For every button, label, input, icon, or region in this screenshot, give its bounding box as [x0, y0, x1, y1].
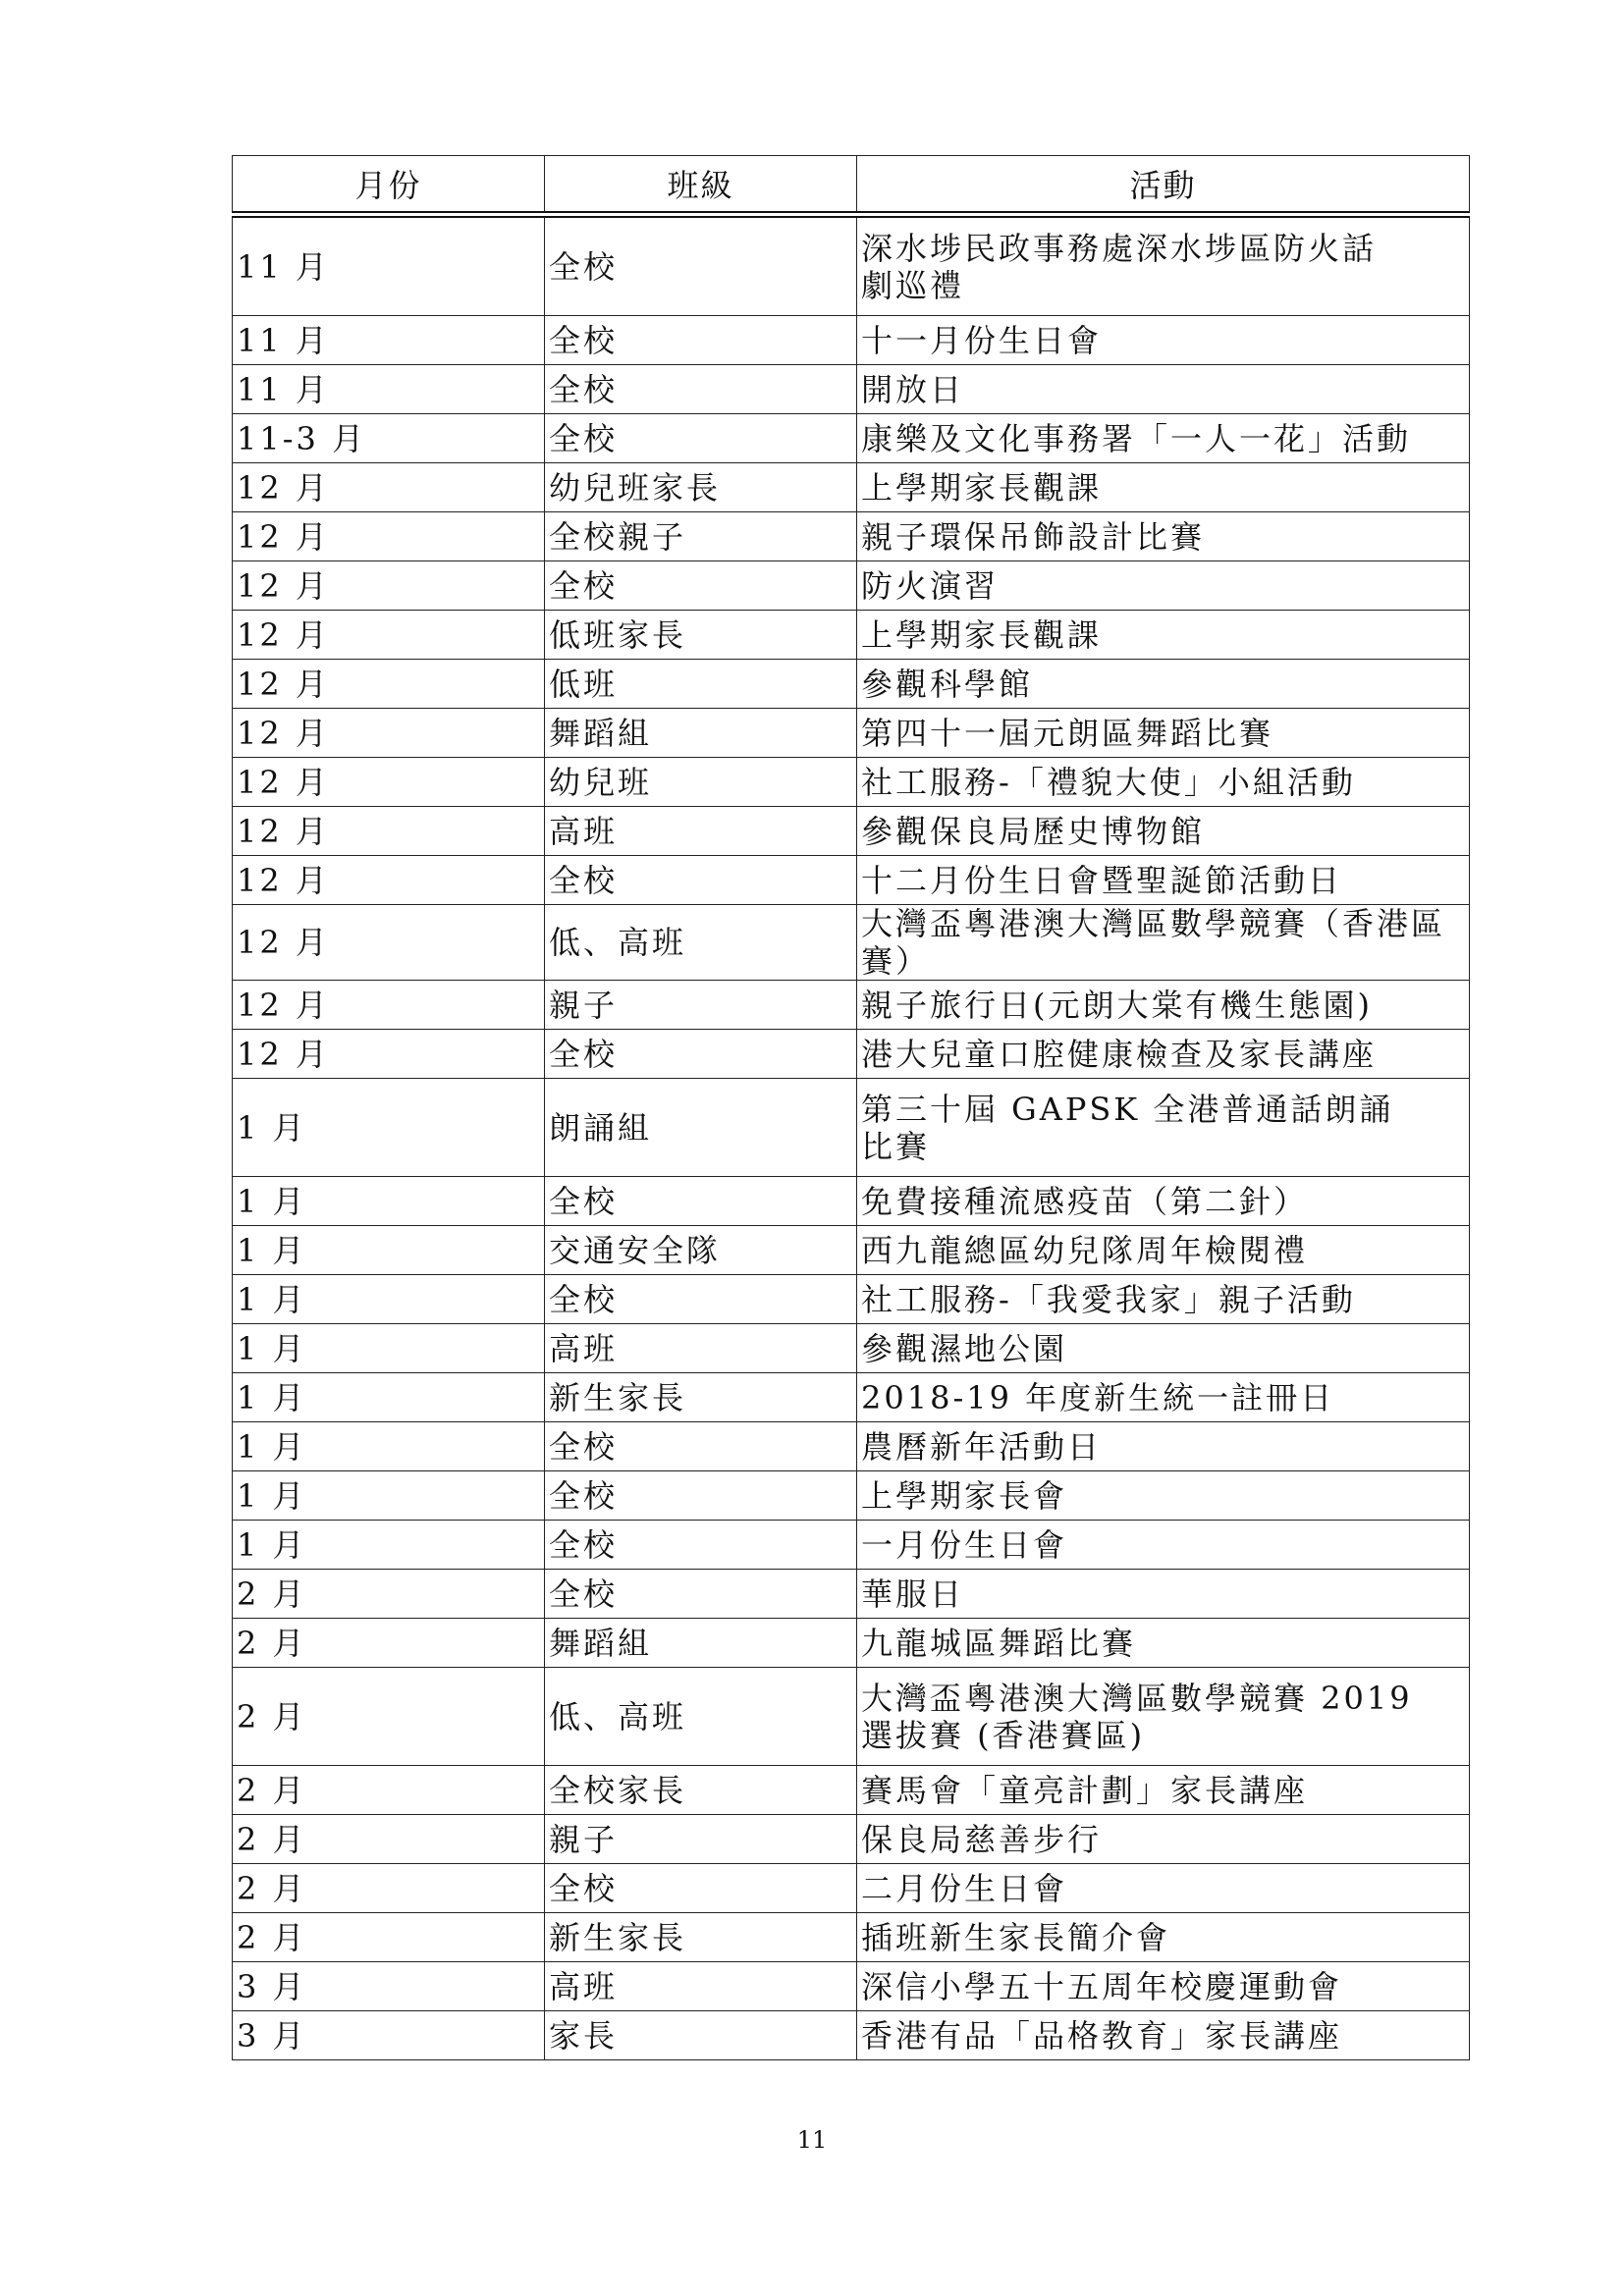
cell-activity [857, 1275, 1470, 1324]
table-row [233, 561, 1470, 611]
table-row [233, 1226, 1470, 1275]
table-row [233, 1422, 1470, 1471]
header-class: 班級 [545, 156, 857, 215]
table-row [233, 1324, 1470, 1373]
cell-month: 11 月 [233, 365, 545, 414]
table-row [233, 1570, 1470, 1619]
cell-activity [857, 758, 1470, 807]
activity-line: 社工服務-「我愛我家」親子活動 [861, 1280, 1356, 1318]
cell-class: 家長 [545, 2011, 857, 2060]
cell-month: 1 月 [233, 1275, 545, 1324]
activity-line: 十二月份生日會暨聖誕節活動日 [861, 861, 1343, 899]
cell-class: 全校 [545, 215, 857, 316]
page-number: 11 [796, 2126, 828, 2154]
cell-class: 交通安全隊 [545, 1226, 857, 1275]
table-row [233, 660, 1470, 709]
cell-class: 全校 [545, 1570, 857, 1619]
cell-month: 1 月 [233, 1324, 545, 1373]
cell-activity [857, 709, 1470, 758]
activity-line: 選拔賽 (香港賽區) [861, 1716, 1146, 1754]
activity-schedule-table [232, 155, 1470, 2060]
cell-activity [857, 1570, 1470, 1619]
cell-activity [857, 1226, 1470, 1275]
cell-class: 全校 [545, 1471, 857, 1521]
table-row [233, 1766, 1470, 1815]
activity-line: 九龍城區舞蹈比賽 [861, 1624, 1137, 1662]
activity-line: 大灣盃粵港澳大灣區數學競賽（香港區賽） [861, 905, 1446, 980]
cell-activity [857, 2011, 1470, 2060]
activity-line: 防火演習 [861, 566, 1000, 605]
table-row [233, 2011, 1470, 2060]
activity-line: 社工服務-「禮貌大使」小組活動 [861, 763, 1356, 801]
activity-line: 上學期家長觀課 [861, 615, 1103, 654]
cell-class: 低班 [545, 660, 857, 709]
activity-line: 開放日 [861, 370, 965, 408]
cell-class: 低班家長 [545, 611, 857, 660]
cell-month: 12 月 [233, 905, 545, 981]
table-row [233, 463, 1470, 512]
cell-month: 12 月 [233, 807, 545, 856]
cell-class: 高班 [545, 1324, 857, 1373]
cell-class: 全校 [545, 1521, 857, 1570]
cell-class: 全校 [545, 1275, 857, 1324]
table-row [233, 1913, 1470, 1962]
activity-line: 二月份生日會 [861, 1869, 1068, 1907]
cell-class: 舞蹈組 [545, 709, 857, 758]
cell-activity [857, 1422, 1470, 1471]
table-row [233, 758, 1470, 807]
cell-activity [857, 1030, 1470, 1079]
activity-line: 深水埗民政事務處深水埗區防火話 [861, 229, 1378, 267]
cell-activity [857, 981, 1470, 1030]
cell-activity [857, 365, 1470, 414]
cell-month: 12 月 [233, 561, 545, 611]
cell-activity [857, 561, 1470, 611]
table-row [233, 807, 1470, 856]
activity-line: 參觀科學館 [861, 665, 1034, 703]
cell-activity [857, 463, 1470, 512]
cell-class: 新生家長 [545, 1373, 857, 1422]
cell-month: 1 月 [233, 1226, 545, 1275]
activity-line: 香港有品「品格教育」家長講座 [861, 2016, 1343, 2055]
cell-class: 低、高班 [545, 1668, 857, 1766]
activity-line: 一月份生日會 [861, 1525, 1068, 1564]
activity-line: 賽馬會「童亮計劃」家長講座 [861, 1771, 1309, 1809]
cell-month: 12 月 [233, 981, 545, 1030]
activity-line: 第三十屆 GAPSK 全港普通話朗誦 [861, 1090, 1394, 1128]
cell-activity [857, 1324, 1470, 1373]
table-row [233, 1521, 1470, 1570]
activity-line: 參觀濕地公園 [861, 1329, 1068, 1367]
table-row [233, 981, 1470, 1030]
cell-class: 全校 [545, 1030, 857, 1079]
activity-line: 康樂及文化事務署「一人一花」活動 [861, 419, 1412, 457]
activity-line: 西九龍總區幼兒隊周年檢閱禮 [861, 1231, 1309, 1269]
activity-line: 深信小學五十五周年校慶運動會 [861, 1967, 1343, 2005]
table-row [233, 1079, 1470, 1177]
cell-activity [857, 1521, 1470, 1570]
cell-class: 全校 [545, 856, 857, 905]
cell-month: 11 月 [233, 316, 545, 365]
table-header-row [233, 156, 1470, 215]
activity-line: 劇巡禮 [861, 266, 965, 304]
cell-month: 2 月 [233, 1570, 545, 1619]
cell-month: 2 月 [233, 1815, 545, 1864]
cell-activity [857, 611, 1470, 660]
activity-line: 2018-19 年度新生統一註冊日 [861, 1378, 1335, 1416]
activity-line: 插班新生家長簡介會 [861, 1918, 1171, 1956]
cell-month: 3 月 [233, 2011, 545, 2060]
table-row [233, 611, 1470, 660]
table-row [233, 215, 1470, 316]
cell-activity [857, 1471, 1470, 1521]
cell-month: 12 月 [233, 1030, 545, 1079]
cell-month: 12 月 [233, 709, 545, 758]
cell-class: 全校 [545, 561, 857, 611]
activity-line: 港大兒童口腔健康檢查及家長講座 [861, 1035, 1378, 1073]
cell-class: 親子 [545, 981, 857, 1030]
cell-month: 1 月 [233, 1422, 545, 1471]
cell-activity [857, 316, 1470, 365]
cell-class: 低、高班 [545, 905, 857, 981]
cell-activity [857, 1766, 1470, 1815]
cell-month: 11 月 [233, 215, 545, 316]
table-row [233, 1668, 1470, 1766]
cell-month: 12 月 [233, 463, 545, 512]
table-row [233, 1815, 1470, 1864]
cell-month: 2 月 [233, 1619, 545, 1668]
activity-line: 第四十一屆元朗區舞蹈比賽 [861, 714, 1274, 752]
cell-activity [857, 414, 1470, 463]
cell-class: 朗誦組 [545, 1079, 857, 1177]
cell-activity [857, 660, 1470, 709]
cell-month: 1 月 [233, 1373, 545, 1422]
cell-month: 3 月 [233, 1962, 545, 2011]
activity-line: 華服日 [861, 1575, 965, 1613]
cell-activity [857, 807, 1470, 856]
activity-line: 比賽 [861, 1127, 931, 1165]
cell-class: 高班 [545, 1962, 857, 2011]
table-row [233, 1030, 1470, 1079]
cell-month: 12 月 [233, 660, 545, 709]
activity-line: 親子環保吊飾設計比賽 [861, 517, 1206, 556]
table-row [233, 1962, 1470, 2011]
activity-line: 上學期家長會 [861, 1476, 1068, 1515]
cell-activity [857, 1668, 1470, 1766]
cell-month: 12 月 [233, 856, 545, 905]
table-row [233, 709, 1470, 758]
activity-line: 保良局慈善步行 [861, 1820, 1103, 1858]
activity-line: 上學期家長觀課 [861, 468, 1103, 507]
cell-activity [857, 856, 1470, 905]
cell-activity [857, 1864, 1470, 1913]
cell-month: 2 月 [233, 1668, 545, 1766]
cell-activity [857, 905, 1470, 981]
cell-month: 1 月 [233, 1079, 545, 1177]
table-row [233, 316, 1470, 365]
table-row [233, 1373, 1470, 1422]
cell-month: 12 月 [233, 758, 545, 807]
activity-line: 農曆新年活動日 [861, 1427, 1103, 1466]
cell-class: 全校 [545, 1177, 857, 1226]
cell-class: 全校 [545, 414, 857, 463]
cell-month: 1 月 [233, 1177, 545, 1226]
cell-class: 新生家長 [545, 1913, 857, 1962]
cell-class: 高班 [545, 807, 857, 856]
cell-class: 全校 [545, 316, 857, 365]
table-row [233, 905, 1470, 981]
cell-activity [857, 1962, 1470, 2011]
cell-activity [857, 1619, 1470, 1668]
header-activity: 活動 [857, 156, 1470, 215]
cell-activity [857, 1079, 1470, 1177]
cell-class: 全校親子 [545, 512, 857, 561]
table-row [233, 1864, 1470, 1913]
cell-activity [857, 1913, 1470, 1962]
cell-month: 12 月 [233, 611, 545, 660]
activity-line: 親子旅行日(元朗大棠有機生態園) [861, 986, 1373, 1024]
table-row [233, 512, 1470, 561]
header-month: 月份 [233, 156, 545, 215]
cell-class: 幼兒班家長 [545, 463, 857, 512]
cell-month: 11-3 月 [233, 414, 545, 463]
activity-line: 免費接種流感疫苗（第二針） [861, 1182, 1309, 1220]
cell-month: 2 月 [233, 1913, 545, 1962]
activity-line: 參觀保良局歷史博物館 [861, 812, 1206, 850]
cell-activity [857, 1177, 1470, 1226]
table-row [233, 414, 1470, 463]
table-row [233, 1471, 1470, 1521]
cell-month: 2 月 [233, 1864, 545, 1913]
cell-month: 12 月 [233, 512, 545, 561]
cell-activity [857, 1815, 1470, 1864]
cell-class: 全校 [545, 1864, 857, 1913]
table-row [233, 1275, 1470, 1324]
cell-month: 1 月 [233, 1471, 545, 1521]
cell-class: 全校家長 [545, 1766, 857, 1815]
cell-class: 全校 [545, 365, 857, 414]
table-row [233, 1619, 1470, 1668]
cell-class: 全校 [545, 1422, 857, 1471]
cell-class: 幼兒班 [545, 758, 857, 807]
activity-line: 十一月份生日會 [861, 321, 1103, 359]
cell-activity [857, 215, 1470, 316]
cell-class: 親子 [545, 1815, 857, 1864]
activity-line: 大灣盃粵港澳大灣區數學競賽 2019 [861, 1679, 1413, 1717]
table-row [233, 365, 1470, 414]
cell-activity [857, 512, 1470, 561]
cell-month: 1 月 [233, 1521, 545, 1570]
cell-month: 2 月 [233, 1766, 545, 1815]
cell-activity [857, 1373, 1470, 1422]
table-row [233, 856, 1470, 905]
table-body [233, 215, 1470, 2060]
cell-class: 舞蹈組 [545, 1619, 857, 1668]
table-row [233, 1177, 1470, 1226]
